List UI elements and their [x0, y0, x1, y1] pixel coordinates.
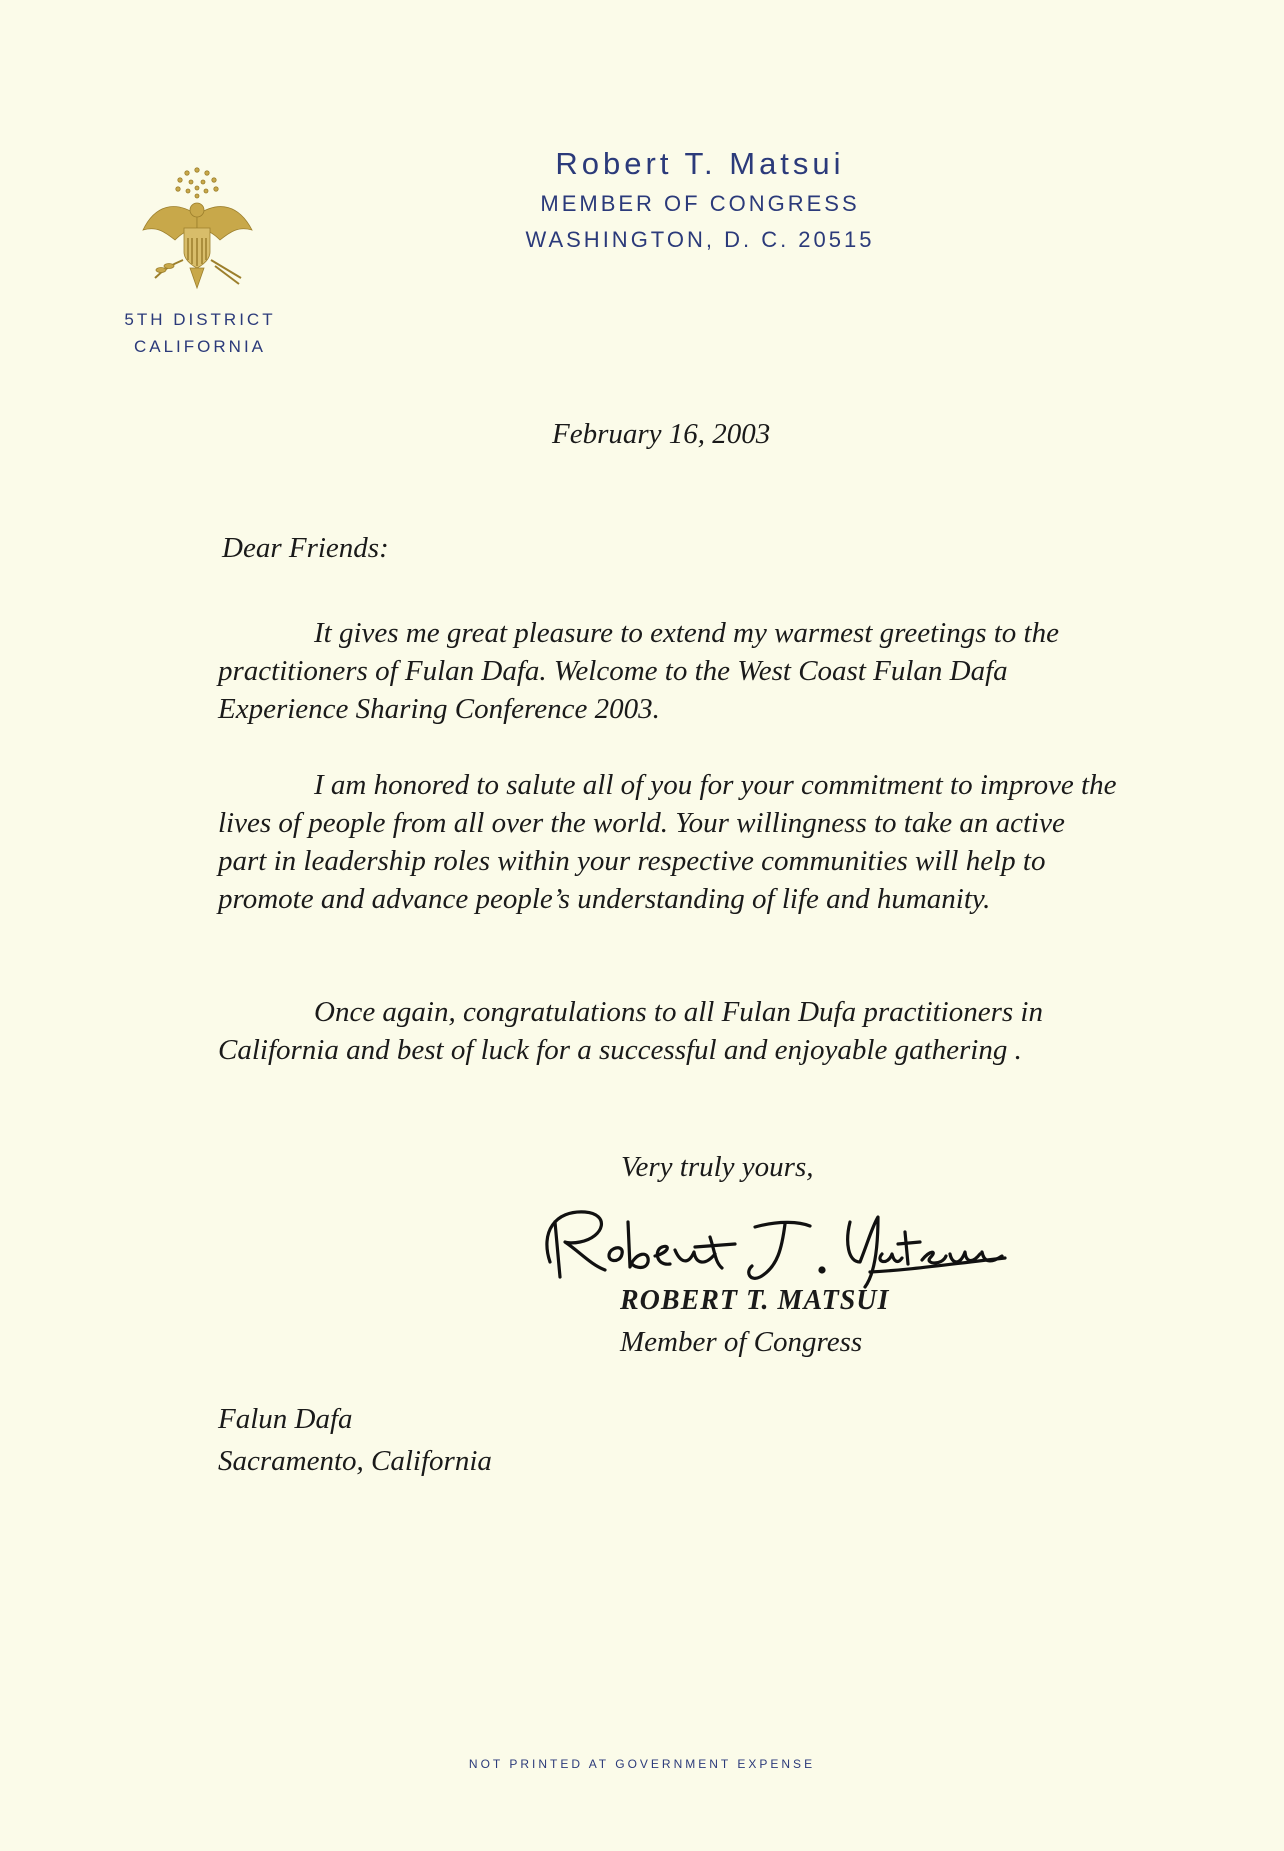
letterhead-name: Robert T. Matsui	[555, 146, 845, 181]
district-line-1: 5TH DISTRICT	[124, 310, 276, 329]
signature	[510, 1192, 1010, 1292]
signer-title: Member of Congress	[620, 1326, 863, 1358]
district-line-2: CALIFORNIA	[133, 337, 267, 356]
salutation: Dear Friends:	[222, 532, 389, 564]
letterhead	[470, 142, 930, 258]
letterhead-title: MEMBER OF CONGRESS	[540, 191, 860, 216]
footer-note: NOT PRINTED AT GOVERNMENT EXPENSE	[468, 1757, 816, 1771]
recipient-line-2: Sacramento, California	[218, 1445, 492, 1477]
paragraph-2: I am honored to salute all of you for your commitment to improve the lives of people from all over the world. Your willingness to take an active part in leadership roles within your respective communities will help to promote and advance people’s understanding of life and humanity.	[218, 769, 1117, 915]
paragraph-3: Once again, congratulations to all Fulan Dufa practitioners in California and best of luck for a successful and enjoyable gathering .	[218, 996, 1043, 1066]
great-seal-eagle-icon	[135, 160, 260, 295]
recipient-block	[218, 1398, 492, 1482]
letterhead-address: WASHINGTON, D. C. 20515	[525, 227, 875, 252]
signer-name: ROBERT T. MATSUI	[620, 1285, 890, 1316]
paragraph-1: It gives me great pleasure to extend my warmest greetings to the practitioners of Fulan Dafa. Welcome to the West Coast Fulan Dafa Experience Sharing Conference 2003.	[218, 617, 1059, 725]
letter-date: February 16, 2003	[552, 418, 771, 450]
recipient-line-1: Falun Dafa	[218, 1403, 353, 1435]
district-label	[100, 306, 300, 360]
closing: Very truly yours,	[621, 1151, 814, 1183]
seal-stars	[176, 168, 218, 198]
